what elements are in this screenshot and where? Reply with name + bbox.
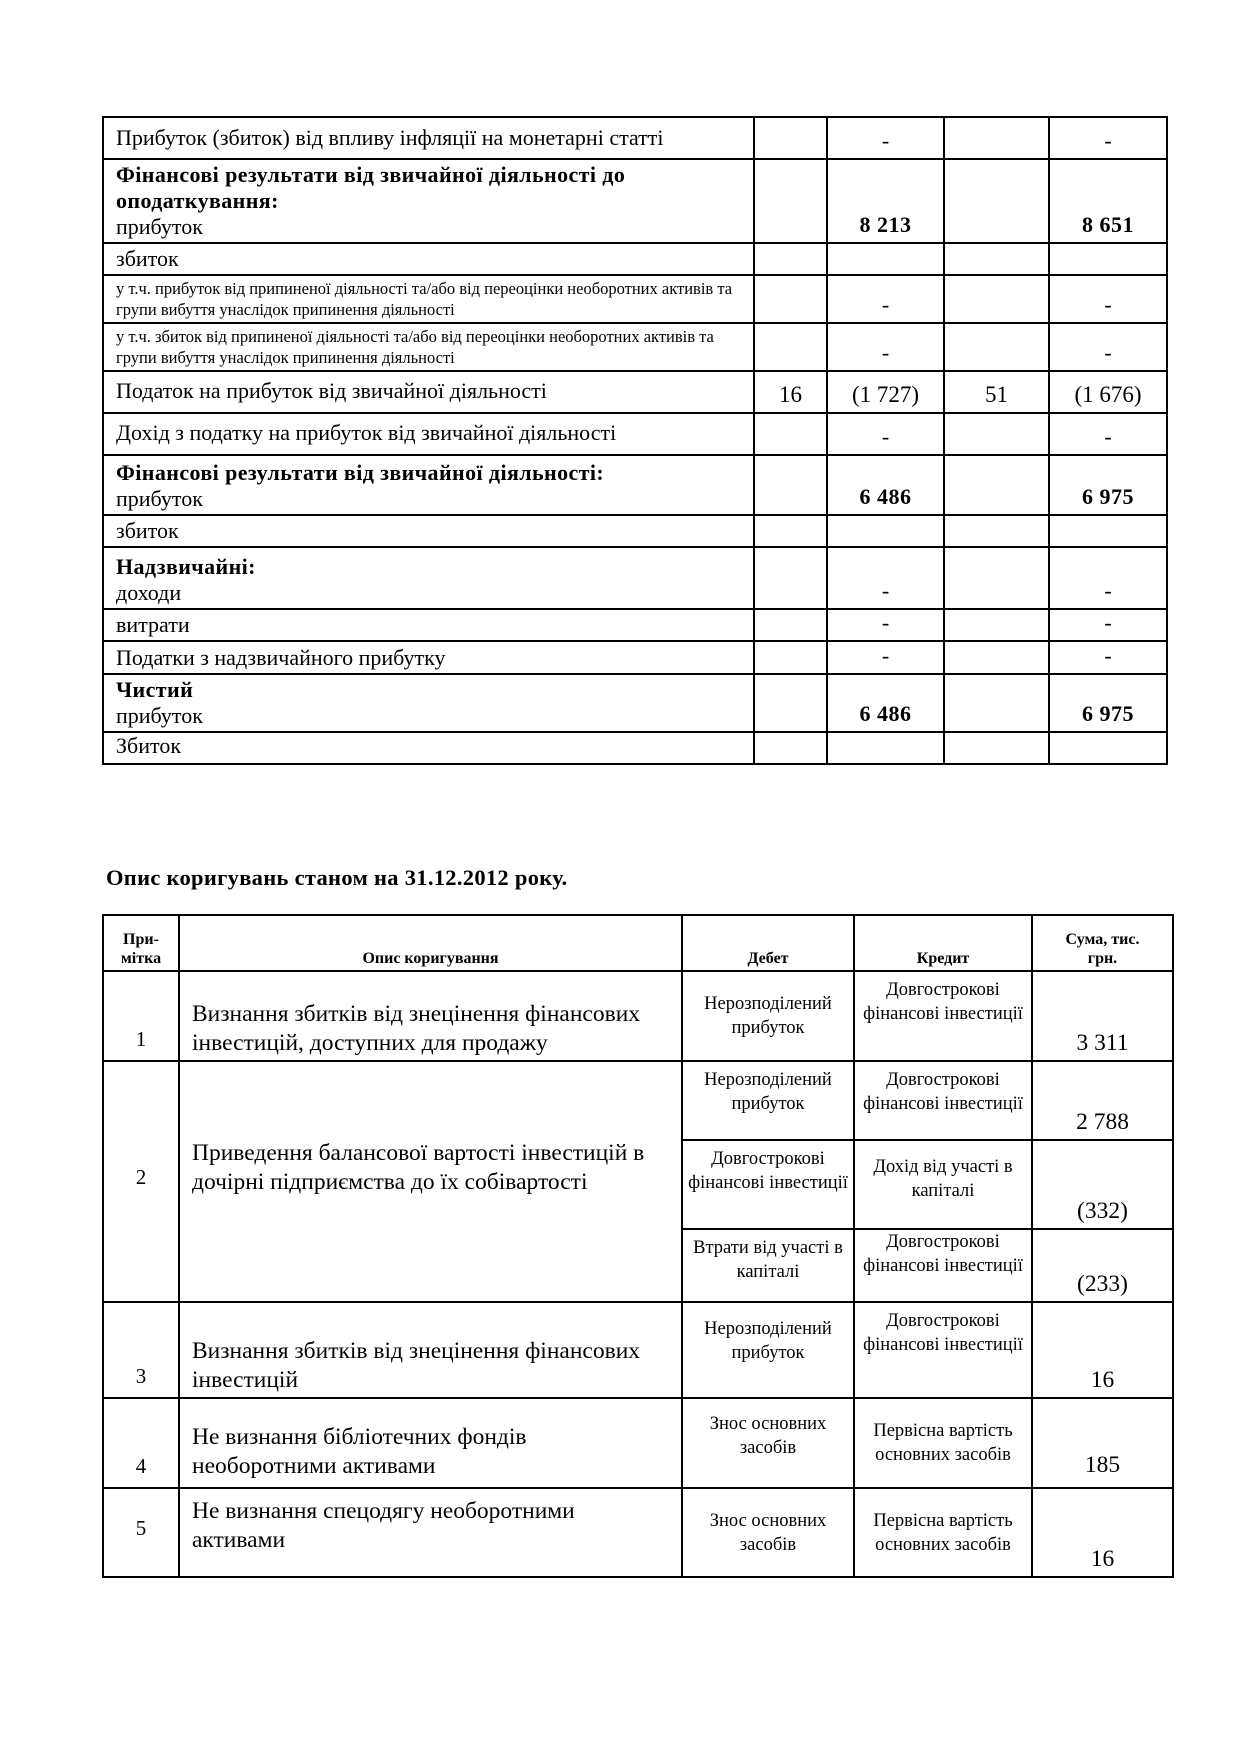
cell: - (1049, 275, 1167, 323)
adjustment-description: Приведення балансової вартості інвестицій в дочірні підприємства до їх собівартості (179, 1061, 682, 1302)
cell: 51 (944, 371, 1049, 413)
adjustment-description: Визнання збитків від знецінення фінансових інвестицій (179, 1302, 682, 1398)
row-label-sub: прибуток (116, 486, 203, 511)
amount: (332) (1032, 1140, 1173, 1229)
header-note (103, 915, 179, 971)
cell: (1 727) (827, 371, 944, 413)
cell (944, 117, 1049, 159)
row-label: Податки з надзвичайного прибутку (103, 641, 754, 674)
row-label: Збиток (103, 732, 754, 764)
cell: - (1049, 413, 1167, 455)
cell: 6 975 (1049, 455, 1167, 515)
header-credit: Кредит (854, 915, 1032, 971)
row-label: витрати (103, 609, 754, 641)
row-label-bold: Фінансові результати від звичайної діяльності: (116, 460, 605, 485)
debit-account: Нерозподілений прибуток (682, 1061, 854, 1140)
cell (754, 515, 827, 547)
cell: - (827, 323, 944, 371)
table-header-row (103, 915, 1173, 971)
header-debit: Дебет (682, 915, 854, 971)
table-row (103, 674, 1167, 732)
cell (944, 275, 1049, 323)
header-note-line2: мітка (120, 950, 162, 967)
note-number: 2 (103, 1061, 179, 1302)
note-number: 1 (103, 971, 179, 1061)
cell: - (1049, 323, 1167, 371)
table-row (103, 243, 1167, 275)
adjustment-description: Не визнання спецодягу необоротними активами (179, 1488, 682, 1577)
row-label (103, 323, 754, 371)
table-row (103, 413, 1167, 455)
header-amount-line2: грн. (1087, 950, 1118, 967)
table-row (103, 117, 1167, 159)
row-label-text: у т.ч. збиток від припиненої діяльності та/або від переоцінки необоротних активів та групи вибуття унаслідок припинення діяльності (116, 327, 714, 367)
row-label-bold: Фінансові результати від звичайної діяльності до оподаткування: (116, 162, 626, 213)
table-row (103, 323, 1167, 371)
cell (944, 609, 1049, 641)
note-number: 4 (103, 1398, 179, 1488)
amount: 3 311 (1032, 971, 1173, 1061)
cell: - (827, 641, 944, 674)
cell: - (827, 547, 944, 609)
credit-account: Довгострокові фінансові інвестиції (854, 971, 1032, 1061)
row-label: Податок на прибуток від звичайної діяльності (103, 371, 754, 413)
row-label: збиток (103, 515, 754, 547)
cell (944, 641, 1049, 674)
table-row (103, 1302, 1173, 1398)
row-label-bold: Надзвичайні: (116, 554, 256, 579)
cell: 6 486 (827, 455, 944, 515)
table-row (103, 515, 1167, 547)
debit-account: Довгострокові фінансові інвестиції (682, 1140, 854, 1229)
row-label (103, 159, 754, 243)
cell: 6 486 (827, 674, 944, 732)
cell (944, 323, 1049, 371)
cell: - (827, 609, 944, 641)
table-row (103, 609, 1167, 641)
table-row (103, 159, 1167, 243)
cell: 8 651 (1049, 159, 1167, 243)
debit-account: Нерозподілений прибуток (682, 1302, 854, 1398)
cell: 6 975 (1049, 674, 1167, 732)
table-row (103, 455, 1167, 515)
cell (754, 117, 827, 159)
amount: 16 (1032, 1488, 1173, 1577)
cell (944, 455, 1049, 515)
header-amount-line1: Сума, тис. (1065, 931, 1140, 948)
table-row (103, 547, 1167, 609)
credit-account: Первісна вартість основних засобів (854, 1488, 1032, 1577)
row-label-sub: доходи (116, 580, 182, 605)
debit-account: Знос основних засобів (682, 1398, 854, 1488)
cell (754, 243, 827, 275)
cell (827, 732, 944, 764)
cell (754, 455, 827, 515)
cell (754, 674, 827, 732)
header-note-line1: При- (123, 931, 159, 948)
cell: - (827, 413, 944, 455)
debit-account: Втрати від участі в капіталі (682, 1229, 854, 1302)
credit-account: Довгострокові фінансові інвестиції (854, 1061, 1032, 1140)
row-label (103, 455, 754, 515)
table-row (103, 732, 1167, 764)
cell (754, 159, 827, 243)
cell (754, 275, 827, 323)
amount: 2 788 (1032, 1061, 1173, 1140)
row-label: збиток (103, 243, 754, 275)
row-label (103, 547, 754, 609)
cell: - (827, 275, 944, 323)
row-label-sub: прибуток (116, 214, 203, 239)
cell: - (1049, 117, 1167, 159)
amount: 185 (1032, 1398, 1173, 1488)
adjustment-description: Визнання збитків від знецінення фінансових інвестицій, доступних для продажу (179, 971, 682, 1061)
section-heading: Опис коригувань станом на 31.12.2012 року. (106, 865, 568, 890)
table-row (103, 641, 1167, 674)
cell (944, 243, 1049, 275)
cell: - (1049, 609, 1167, 641)
cell (754, 641, 827, 674)
debit-account: Нерозподілений прибуток (682, 971, 854, 1061)
table-row (103, 1398, 1173, 1488)
cell (1049, 243, 1167, 275)
cell (754, 609, 827, 641)
cell: 16 (754, 371, 827, 413)
row-label-sub: прибуток (116, 703, 203, 728)
row-label-bold: Чистий (116, 677, 194, 702)
cell (754, 547, 827, 609)
cell (944, 159, 1049, 243)
amount: (233) (1032, 1229, 1173, 1302)
cell (827, 243, 944, 275)
header-amount (1032, 915, 1173, 971)
table-row (103, 971, 1173, 1061)
cell (754, 413, 827, 455)
credit-account: Первісна вартість основних засобів (854, 1398, 1032, 1488)
note-number: 5 (103, 1488, 179, 1577)
cell (944, 413, 1049, 455)
credit-account: Дохід від участі в капіталі (854, 1140, 1032, 1229)
row-label: Прибуток (збиток) від впливу інфляції на монетарні статті (103, 117, 754, 159)
header-description: Опис коригування (179, 915, 682, 971)
table-row (103, 1061, 1173, 1140)
cell: (1 676) (1049, 371, 1167, 413)
cell (1049, 515, 1167, 547)
row-label (103, 275, 754, 323)
cell (944, 674, 1049, 732)
adjustment-description: Не визнання бібліотечних фондів необоротними активами (179, 1398, 682, 1488)
note-number: 3 (103, 1302, 179, 1398)
cell (944, 547, 1049, 609)
cell (944, 515, 1049, 547)
cell: 8 213 (827, 159, 944, 243)
row-label: Дохід з податку на прибуток від звичайної діяльності (103, 413, 754, 455)
debit-account: Знос основних засобів (682, 1488, 854, 1577)
cell (827, 515, 944, 547)
cell: - (1049, 547, 1167, 609)
row-label-text: у т.ч. прибуток від припиненої діяльності та/або від переоцінки необоротних активів та групи вибуття унаслідок припинення діяльності (116, 279, 733, 319)
credit-account: Довгострокові фінансові інвестиції (854, 1302, 1032, 1398)
cell: - (1049, 641, 1167, 674)
adjustments-table (102, 914, 1174, 1578)
credit-account: Довгострокові фінансові інвестиції (854, 1229, 1032, 1302)
cell (1049, 732, 1167, 764)
income-statement-table (102, 116, 1168, 765)
cell: - (827, 117, 944, 159)
row-label (103, 674, 754, 732)
amount: 16 (1032, 1302, 1173, 1398)
cell (754, 732, 827, 764)
cell (754, 323, 827, 371)
cell (944, 732, 1049, 764)
table-row (103, 1488, 1173, 1577)
table-row (103, 371, 1167, 413)
table-row (103, 275, 1167, 323)
